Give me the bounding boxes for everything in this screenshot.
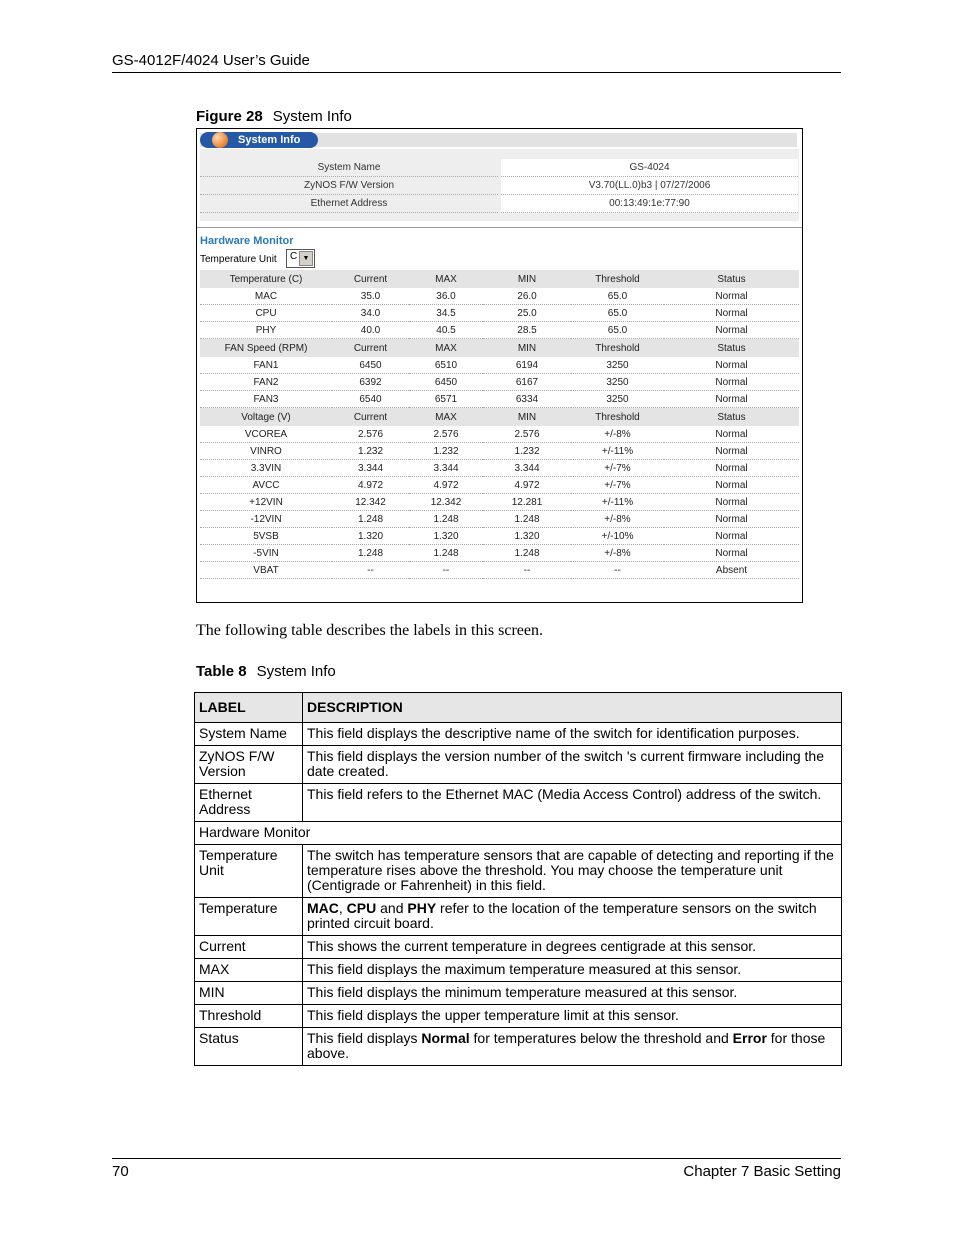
row-description: This field displays the version number of the switch 's current firmware including the date created. xyxy=(303,746,842,784)
system-info-row xyxy=(200,177,796,194)
table-row xyxy=(200,528,799,545)
table-cell: 12.342 xyxy=(332,494,409,511)
temperature-unit-select[interactable] xyxy=(286,249,315,268)
intro-text: The following table describes the labels in this screen. xyxy=(196,622,544,639)
table-cell: +/-8% xyxy=(571,545,664,562)
text-run: , xyxy=(338,900,347,916)
column-header: Threshold xyxy=(571,339,664,358)
page-number: 70 xyxy=(112,1163,129,1180)
column-header: Status xyxy=(664,270,799,288)
table-cell: 1.248 xyxy=(483,511,571,528)
table-cell: 3.344 xyxy=(409,460,483,477)
temperature-unit-value: C xyxy=(290,251,298,262)
table-row xyxy=(200,374,799,391)
column-header: MIN xyxy=(483,408,571,427)
table-cell: +/-11% xyxy=(571,494,664,511)
table-cell: 3250 xyxy=(571,374,664,391)
column-header: Voltage (V) xyxy=(200,408,332,427)
bold-term: MAC xyxy=(307,900,339,916)
table-row xyxy=(200,322,799,339)
table-cell: 40.0 xyxy=(332,322,409,339)
table-cell: 6194 xyxy=(483,357,571,374)
table-caption xyxy=(196,663,336,680)
table-row xyxy=(195,822,842,845)
row-label: Temperature xyxy=(195,898,303,936)
table-cell: Normal xyxy=(664,322,799,339)
table-row xyxy=(200,477,799,494)
table-cell: -12VIN xyxy=(200,511,332,528)
column-header: Threshold xyxy=(571,408,664,427)
table-row xyxy=(200,511,799,528)
table-row xyxy=(195,723,842,746)
row-label: MAX xyxy=(195,959,303,982)
row-label: Status xyxy=(195,1028,303,1066)
table-cell: 36.0 xyxy=(409,288,483,305)
table-cell: 4.972 xyxy=(483,477,571,494)
bold-term: Error xyxy=(732,1030,767,1046)
table-cell: Normal xyxy=(664,391,799,408)
table-row xyxy=(195,1028,842,1066)
table-row xyxy=(200,391,799,408)
table-cell: -- xyxy=(409,562,483,579)
table-row xyxy=(195,845,842,898)
col-description-header: DESCRIPTION xyxy=(303,693,842,723)
bold-term: PHY xyxy=(407,900,437,916)
row-description xyxy=(303,1028,842,1066)
table-cell: Normal xyxy=(664,477,799,494)
table-cell: 4.972 xyxy=(332,477,409,494)
column-header: Current xyxy=(332,408,409,427)
table-cell: -- xyxy=(483,562,571,579)
table-cell: -- xyxy=(332,562,409,579)
table-cell: +/-10% xyxy=(571,528,664,545)
column-header: FAN Speed (RPM) xyxy=(200,339,332,358)
table-cell: -5VIN xyxy=(200,545,332,562)
row-label: System Name xyxy=(195,723,303,746)
text-run: for temperatures below the threshold and xyxy=(469,1030,733,1046)
bold-term: Normal xyxy=(421,1030,470,1046)
table-cell: 65.0 xyxy=(571,322,664,339)
description-table xyxy=(194,692,842,1066)
table-cell: 6450 xyxy=(332,357,409,374)
table-cell: Normal xyxy=(664,494,799,511)
table-title: System Info xyxy=(256,663,336,680)
table-label: Table 8 xyxy=(196,663,247,680)
tab-label: System Info xyxy=(238,134,301,146)
column-header: MAX xyxy=(409,339,483,358)
table-cell: Normal xyxy=(664,460,799,477)
table-cell: 34.0 xyxy=(332,305,409,322)
table-cell: Normal xyxy=(664,528,799,545)
figure-title: System Info xyxy=(272,108,352,125)
system-info-label: System Name xyxy=(200,159,498,177)
table-cell: 4.972 xyxy=(409,477,483,494)
row-description: This field displays the minimum temperature measured at this sensor. xyxy=(303,982,842,1005)
column-header: MIN xyxy=(483,270,571,288)
table-row xyxy=(200,562,799,579)
col-label-header: LABEL xyxy=(195,693,303,723)
system-info-label: ZyNOS F/W Version xyxy=(200,177,498,195)
column-header: MAX xyxy=(409,408,483,427)
section-header-row xyxy=(200,339,799,358)
row-label: Temperature Unit xyxy=(195,845,303,898)
table-cell: 12.342 xyxy=(409,494,483,511)
system-info-value: 00:13:49:1e:77:90 xyxy=(501,195,798,213)
column-header: Current xyxy=(332,339,409,358)
table-cell: 40.5 xyxy=(409,322,483,339)
table-row xyxy=(200,460,799,477)
hardware-monitor-title: Hardware Monitor xyxy=(200,235,294,247)
row-label: Threshold xyxy=(195,1005,303,1028)
row-label: Current xyxy=(195,936,303,959)
table-cell: +/-7% xyxy=(571,460,664,477)
table-cell: Normal xyxy=(664,443,799,460)
table-cell: AVCC xyxy=(200,477,332,494)
table-cell: Normal xyxy=(664,426,799,443)
row-description xyxy=(303,898,842,936)
table-cell: 1.248 xyxy=(409,511,483,528)
row-label: ZyNOS F/W Version xyxy=(195,746,303,784)
table-cell: 65.0 xyxy=(571,305,664,322)
table-row xyxy=(195,746,842,784)
section-divider xyxy=(197,227,802,228)
table-cell: 3.3VIN xyxy=(200,460,332,477)
table-cell: PHY xyxy=(200,322,332,339)
section-header-row xyxy=(200,270,799,288)
table-cell: 65.0 xyxy=(571,288,664,305)
table-cell: CPU xyxy=(200,305,332,322)
table-row xyxy=(195,936,842,959)
table-cell: Normal xyxy=(664,374,799,391)
table-row xyxy=(200,545,799,562)
row-label: Ethernet Address xyxy=(195,784,303,822)
column-header: Status xyxy=(664,408,799,427)
table-cell: 1.248 xyxy=(332,511,409,528)
table-cell: +/-8% xyxy=(571,426,664,443)
table-row xyxy=(195,898,842,936)
table-cell: 6392 xyxy=(332,374,409,391)
row-description: This shows the current temperature in degrees centigrade at this sensor. xyxy=(303,936,842,959)
chapter-title: Chapter 7 Basic Setting xyxy=(683,1163,841,1180)
column-header: Threshold xyxy=(571,270,664,288)
system-info-label: Ethernet Address xyxy=(200,195,498,213)
table-cell: 12.281 xyxy=(483,494,571,511)
table-cell: 1.248 xyxy=(409,545,483,562)
orb-icon xyxy=(212,132,228,148)
system-info-row xyxy=(200,159,796,176)
system-info-screenshot xyxy=(196,128,803,603)
table-header-row xyxy=(195,693,842,723)
table-cell: +/-8% xyxy=(571,511,664,528)
bold-term: CPU xyxy=(346,900,377,916)
page-header xyxy=(112,52,841,73)
table-cell: -- xyxy=(571,562,664,579)
table-cell: 28.5 xyxy=(483,322,571,339)
table-cell: Absent xyxy=(664,562,799,579)
row-description: This field refers to the Ethernet MAC (Media Access Control) address of the switch. xyxy=(303,784,842,822)
hardware-monitor-table xyxy=(200,270,799,579)
figure-caption xyxy=(196,108,352,125)
table-cell: 1.232 xyxy=(409,443,483,460)
table-cell: 1.248 xyxy=(332,545,409,562)
table-cell: FAN2 xyxy=(200,374,332,391)
column-header: MIN xyxy=(483,339,571,358)
table-cell: Normal xyxy=(664,511,799,528)
table-cell: Normal xyxy=(664,288,799,305)
chevron-down-icon[interactable]: ▼ xyxy=(299,251,313,266)
table-cell: 26.0 xyxy=(483,288,571,305)
table-cell: Normal xyxy=(664,357,799,374)
section-label: Hardware Monitor xyxy=(195,822,842,845)
table-cell: 6334 xyxy=(483,391,571,408)
table-cell: 6167 xyxy=(483,374,571,391)
table-row xyxy=(195,959,842,982)
table-cell: 1.232 xyxy=(483,443,571,460)
system-info-value: V3.70(LL.0)b3 | 07/27/2006 xyxy=(501,177,798,195)
table-cell: 6450 xyxy=(409,374,483,391)
table-cell: +/-7% xyxy=(571,477,664,494)
table-row xyxy=(200,288,799,305)
table-cell: MAC xyxy=(200,288,332,305)
table-row xyxy=(195,982,842,1005)
row-description: This field displays the maximum temperature measured at this sensor. xyxy=(303,959,842,982)
table-cell: 1.232 xyxy=(332,443,409,460)
column-header: Current xyxy=(332,270,409,288)
text-run: and xyxy=(376,900,408,916)
table-cell: 2.576 xyxy=(409,426,483,443)
table-cell: 6540 xyxy=(332,391,409,408)
row-description: The switch has temperature sensors that are capable of detecting and reporting if the temperature rises above the threshold. You may choose the temperature unit (Centigrade or Fahrenheit) in this field. xyxy=(303,845,842,898)
table-row xyxy=(200,443,799,460)
table-row xyxy=(195,784,842,822)
page-footer xyxy=(112,1158,841,1180)
table-cell: 3.344 xyxy=(332,460,409,477)
table-cell: 25.0 xyxy=(483,305,571,322)
table-cell: 34.5 xyxy=(409,305,483,322)
row-label: MIN xyxy=(195,982,303,1005)
temperature-unit-label: Temperature Unit xyxy=(200,254,277,265)
table-cell: +12VIN xyxy=(200,494,332,511)
system-info-row xyxy=(200,195,796,212)
column-header: MAX xyxy=(409,270,483,288)
section-header-row xyxy=(200,408,799,427)
guide-title: GS-4012F/4024 User’s Guide xyxy=(112,52,310,69)
text-run: for those above. xyxy=(307,1030,826,1061)
table-cell: Normal xyxy=(664,545,799,562)
table-row xyxy=(200,305,799,322)
table-cell: FAN3 xyxy=(200,391,332,408)
table-cell: +/-11% xyxy=(571,443,664,460)
table-cell: 2.576 xyxy=(483,426,571,443)
table-cell: 1.320 xyxy=(409,528,483,545)
table-cell: 35.0 xyxy=(332,288,409,305)
table-cell: 3.344 xyxy=(483,460,571,477)
table-cell: Normal xyxy=(664,305,799,322)
figure-label: Figure 28 xyxy=(196,108,263,125)
table-row xyxy=(200,426,799,443)
table-row xyxy=(200,494,799,511)
table-cell: 3250 xyxy=(571,391,664,408)
system-info-value: GS-4024 xyxy=(501,159,798,177)
table-cell: VBAT xyxy=(200,562,332,579)
column-header: Status xyxy=(664,339,799,358)
table-cell: 6510 xyxy=(409,357,483,374)
table-cell: VCOREA xyxy=(200,426,332,443)
table-cell: 2.576 xyxy=(332,426,409,443)
row-description: This field displays the upper temperature limit at this sensor. xyxy=(303,1005,842,1028)
row-description: This field displays the descriptive name of the switch for identification purposes. xyxy=(303,723,842,746)
table-cell: FAN1 xyxy=(200,357,332,374)
column-header: Temperature (C) xyxy=(200,270,332,288)
text-run: This field displays xyxy=(307,1030,422,1046)
table-cell: 5VSB xyxy=(200,528,332,545)
table-cell: 3250 xyxy=(571,357,664,374)
text-run: refer to the location of the temperature sensors on the switch printed circuit board. xyxy=(307,900,817,931)
table-row xyxy=(200,357,799,374)
table-cell: 1.320 xyxy=(332,528,409,545)
table-cell: VINRO xyxy=(200,443,332,460)
table-row xyxy=(195,1005,842,1028)
table-cell: 1.248 xyxy=(483,545,571,562)
table-cell: 1.320 xyxy=(483,528,571,545)
table-cell: 6571 xyxy=(409,391,483,408)
system-info-tab[interactable] xyxy=(200,132,318,148)
